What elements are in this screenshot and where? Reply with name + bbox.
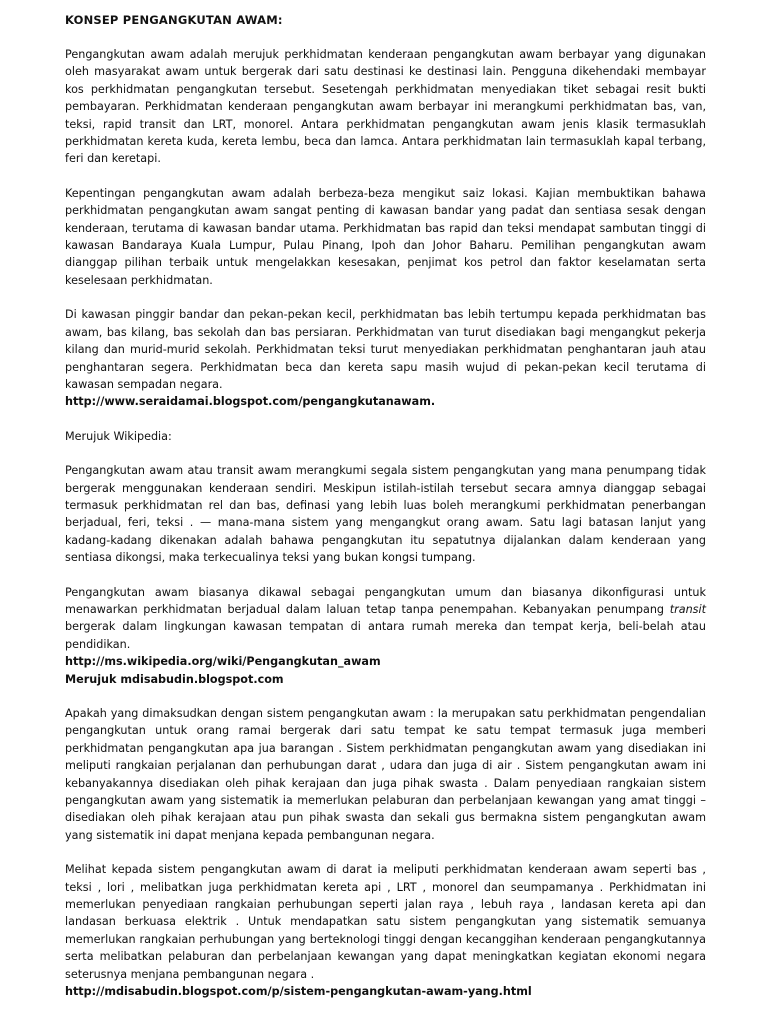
paragraph-wikipedia-2-text-b: bergerak dalam lingkungan kawasan tempatan di antara rumah mereka dan tempat kerja, beli-belah atau pendidikan.	[65, 620, 706, 651]
paragraph-importance: Kepentingan pengangkutan awam adalah berbeza-beza mengikut saiz lokasi. Kajian membuktikan bahawa perkhidmatan pengangkutan awam sangat penting di kawasan bandar yang padat dan sentiasa sesak dengan kenderaan, terutama di kawasan bandar utama. Perkhidmatan bas rapid dan teksi mendapat sambutan tinggi di kawasan Bandaraya Kuala Lumpur, Pulau Pinang, Ipoh dan Johor Baharu. Pemilihan pengangkutan awam dianggap pilihan terbaik untuk mengelakkan kesesakan, penjimat kos petrol dan faktor keselamatan serta keselesaan perkhidmatan.	[65, 186, 706, 287]
document-title: KONSEP PENGANGKUTAN AWAM:	[65, 13, 283, 27]
paragraph-suburban-text: Di kawasan pinggir bandar dan pekan-pekan kecil, perkhidmatan bas lebih tertumpu kepada perkhidmatan bas awam, bas kilang, bas sekolah dan bas persiaran. Perkhidmatan van turut disediakan bagi mengangkut pekerja kilang dan murid-murid sekolah. Perkhidmatan teksi turut menyediakan perkhidmatan penghantaran jauh atau penghantaran segera. Perkhidmatan beca dan kereta sapu masih wujud di pekan-pekan kecil terutama di kawasan sempadan negara.	[65, 308, 706, 391]
source-url-mdisabudin[interactable]: http://mdisabudin.blogspot.com/p/sistem-pengangkutan-awam-yang.html	[65, 985, 532, 999]
paragraph-wikipedia-1: Pengangkutan awam atau transit awam merangkumi segala sistem pengangkutan yang mana penumpang tidak bergerak menggunakan kenderaan sendiri. Meskipun istilah-istilah tersebut secara amnya dianggap sebagai termasuk perkhidmatan rel dan bas, definasi yang lebih luas boleh merangkumi perkhidmatan penerbangan berjadual, feri, teksi . — mana-mana sistem yang mengangkut orang awam. Satu lagi batasan lanjut yang kadang-kadang dikenakan adalah bahawa pengangkutan itu sepatutnya dijalankan dalam kenderaan yang sentiasa dikongsi, maka terkecualinya teksi yang bukan kongsi tumpang.	[65, 464, 706, 565]
paragraph-land-transport-text: Melihat kepada sistem pengangkutan awam di darat ia meliputi perkhidmatan kenderaan awam seperti bas , teksi , lori , melibatkan juga perkhidmatan kereta api , LRT , monorel dan seumpamanya . Perkhidmatan ini memerlukan penyediaan rangkaian perhubungan seperti jalan raya , lebuh raya , landasan kereta api dan landasan berkuasa elektrik . Untuk mendapatkan satu sistem pengangkutan yang sistematik semuanya memerlukan rangkaian perhubungan yang berteknologi tinggi dengan kecanggihan kenderaan pengangkutannya serta melibatkan pelaburan dan perbelanjaan kewangan yang dapat meningkatkan kegiatan ekonomi negara seterusnya menjana pembangunan negara .	[65, 863, 706, 981]
wikipedia-heading: Merujuk Wikipedia:	[65, 429, 172, 443]
paragraph-definition: Pengangkutan awam adalah merujuk perkhidmatan kenderaan pengangkutan awam berbayar yang digunakan oleh masyarakat awam untuk bergerak dari satu destinasi ke destinasi lain. Pengguna dikehendaki membayar kos perkhidmatan pengangkutan tersebut. Sesetengah perkhidmatan menyediakan tiket sebagai resit bukti pembayaran. Perkhidmatan kenderaan pengangkutan awam berbayar ini merangkumi perkhidmatan bas, van, teksi, rapid transit dan LRT, monorel. Antara perkhidmatan pengangkutan awam jenis klasik termasuklah perkhidmatan kereta kuda, kereta lembu, beca dan lamca. Antara perkhidmatan lain termasuklah kapal terbang, feri dan keretapi.	[65, 48, 706, 166]
transit-emphasis: transit	[669, 602, 706, 616]
source-reference-mdisabudin: Merujuk mdisabudin.blogspot.com	[65, 672, 284, 686]
paragraph-wikipedia-2-text-a: Pengangkutan awam biasanya dikawal sebagai pengangkutan umum dan biasanya dikonfigurasi untuk menawarkan perkhidmatan berjadual dalam laluan tetap tanpa penempahan. Kebanyakan penumpang	[65, 585, 706, 616]
paragraph-land-transport	[65, 861, 706, 1000]
paragraph-wikipedia-2	[65, 584, 706, 688]
source-url-wikipedia[interactable]: http://ms.wikipedia.org/wiki/Pengangkutan_awam	[65, 655, 381, 669]
source-url-seraidamai[interactable]: http://www.seraidamai.blogspot.com/pengangkutanawam.	[65, 395, 436, 409]
paragraph-system-definition: Apakah yang dimaksudkan dengan sistem pengangkutan awam : Ia merupakan satu perkhidmatan pengendalian pengangkutan untuk orang ramai bergerak dari satu tempat ke satu tempat termasuk juga memberi perkhidmatan pengangkutan apa jua barangan . Sistem perkhidmatan pengangkutan awam yang disediakan ini meliputi rangkaian perjalanan dan perhubungan darat , udara dan juga di air . Sistem pengangkutan awam ini kebanyakannya disediakan oleh pihak kerajaan dan juga pihak swasta . Dalam penyediaan rangkaian sistem pengangkutan awam yang sistematik ia memerlukan pelaburan dan perbelanjaan kewangan yang amat tinggi – disediakan oleh pihak kerajaan atau pun pihak swasta dan sekali gus bermakna sistem pengangkutan awam yang sistematik ini dapat menjana kepada pembangunan negara.	[65, 707, 706, 842]
paragraph-suburban	[65, 306, 706, 410]
